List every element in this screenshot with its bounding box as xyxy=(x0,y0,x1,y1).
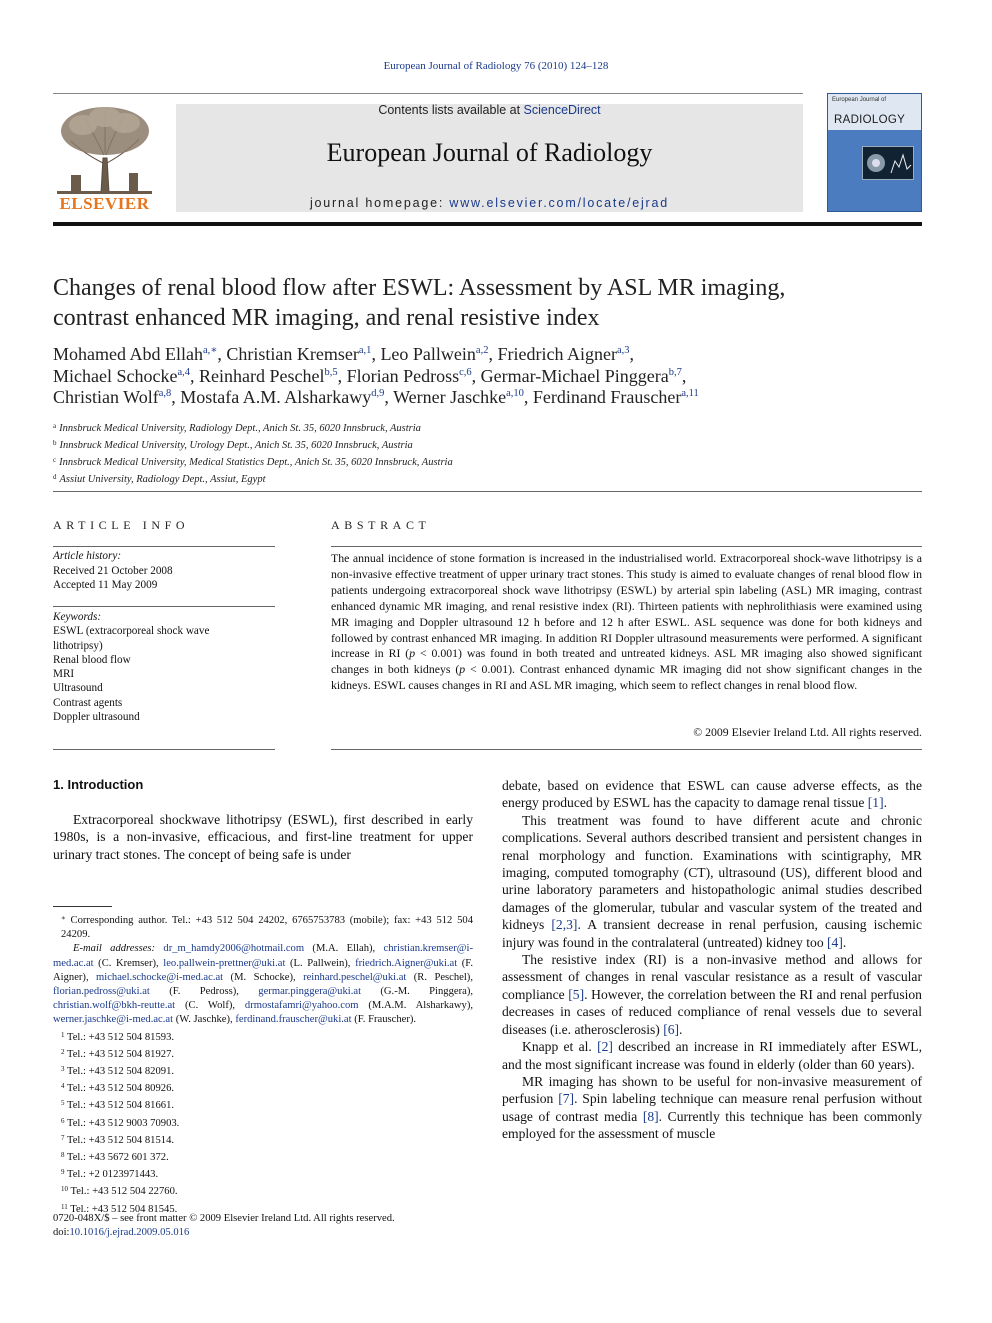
author-line-2 xyxy=(53,366,922,388)
email-owner: (W. Jaschke), xyxy=(173,1014,233,1026)
footnote-number: 7 xyxy=(61,1133,65,1142)
text-run: . A transient decrease in renal perfusion, causing ischemic injury was found in the contralateral (untreated) kidney too xyxy=(502,917,922,950)
email-link[interactable]: friedrich.Aigner@uki.at xyxy=(355,957,458,969)
footnote-number: 1 xyxy=(61,1030,65,1039)
email-owner: (C. Wolf), xyxy=(175,1000,236,1012)
author-affil-mark[interactable]: a,∗ xyxy=(202,345,218,356)
text-run: MR imaging has shown to be useful for non-invasive measurement of perfusion xyxy=(502,1073,922,1107)
article-info-rule xyxy=(53,606,275,607)
cover-title: RADIOLOGY xyxy=(834,114,906,126)
email-list xyxy=(53,943,473,1025)
keyword: Doppler ultrasound xyxy=(53,711,140,724)
author-affil-mark[interactable]: a,1 xyxy=(358,345,372,356)
abstract-copyright: © 2009 Elsevier Ireland Ltd. All rights reserved. xyxy=(693,725,922,739)
phone-text: Tel.: +43 512 504 80926. xyxy=(66,1083,175,1095)
abstract-rule xyxy=(331,749,922,750)
text-run: Knapp et al. xyxy=(522,1039,598,1055)
affiliation-text: Assiut University, Radiology Dept., Assiut, Egypt xyxy=(59,474,266,485)
phone-text: Tel.: +43 512 504 81593. xyxy=(66,1031,175,1043)
affiliation-text: Innsbruck Medical University, Medical Statistics Dept., Anich St. 35, 6020 Innsbruck, Austria xyxy=(59,457,453,468)
affiliation-mark: c xyxy=(53,456,57,464)
email-owner: (F. Pedross), xyxy=(149,986,239,998)
sciencedirect-link[interactable]: ScienceDirect xyxy=(523,103,601,117)
abstract-p-symbol: p xyxy=(459,662,466,677)
text-run: . xyxy=(842,934,847,950)
email-link[interactable]: ferdinand.frauscher@uki.at xyxy=(235,1014,352,1026)
abstract-heading: ABSTRACT xyxy=(331,518,431,532)
phone-text: Tel.: +43 512 504 81545. xyxy=(70,1203,178,1215)
citation-link[interactable]: [2,3] xyxy=(551,917,578,933)
author-name: Michael Schocke xyxy=(53,365,178,386)
email-link[interactable]: dr_m_hamdy2006@hotmail.com xyxy=(163,943,305,955)
author-name: Christian Wolf xyxy=(53,387,159,407)
author-name: Ferdinand Frauscher xyxy=(532,387,682,407)
footnote-rule xyxy=(53,906,112,907)
header-thick-rule xyxy=(53,222,922,226)
phone-footnote xyxy=(53,1096,473,1113)
author-sep: , xyxy=(384,387,394,407)
author-affil-mark[interactable]: c,6 xyxy=(459,366,472,378)
affiliation-mark: a xyxy=(53,422,57,430)
author-list xyxy=(53,344,922,409)
author-sep: , xyxy=(681,365,687,386)
issn-line: 0720-048X/$ – see front matter © 2009 Elsevier Ireland Ltd. All rights reserved. xyxy=(53,1213,395,1224)
intro-paragraph xyxy=(502,1038,922,1073)
author-affil-mark[interactable]: b,5 xyxy=(324,366,338,378)
article-info-rule xyxy=(53,749,275,750)
footnote-number: 3 xyxy=(61,1065,65,1074)
affiliation xyxy=(53,436,922,453)
footnote-number: 6 xyxy=(61,1116,65,1125)
author-name: Mohamed Abd Ellah xyxy=(53,344,203,364)
phone-footnote xyxy=(53,1045,473,1062)
keyword: ESWL (extracorporeal shock wave xyxy=(53,625,210,638)
email-owner: (R. Peschel), xyxy=(406,971,473,983)
keyword: Ultrasound xyxy=(53,682,103,695)
intro-paragraph-1: Extracorporeal shockwave lithotripsy (ESWL), first described in early 1980s, is a non-invasive, efficacious, and first-line treatment for upper urinary tract stones. The concept of being safe is under xyxy=(53,812,473,862)
author-sep: , xyxy=(190,365,199,386)
asterisk-mark: ∗ xyxy=(61,914,66,922)
affiliation-text: Innsbruck Medical University, Urology Dept., Anich St. 35, 6020 Innsbruck, Austria xyxy=(59,440,413,451)
phone-footnote xyxy=(53,1114,473,1131)
phone-text: Tel.: +2 0123971443. xyxy=(66,1169,159,1181)
doi-line xyxy=(53,1226,395,1240)
article-history xyxy=(53,549,275,593)
homepage-prefix: journal homepage: xyxy=(309,196,450,210)
elsevier-wordmark: ELSEVIER xyxy=(59,194,150,213)
email-link[interactable]: christian.kremser@i-med.ac.at xyxy=(53,943,473,969)
text-run: described an increase in RI immediately after ESWL, and the most significant increase was found in elderly (older than 60 years). xyxy=(502,1039,922,1072)
text-run: . However, the correlation between the RI and renal perfusion decreases in cases of reduced compliance of renal vessels due to several diseases (i.e. atherosclerosis) xyxy=(502,986,922,1037)
keywords xyxy=(53,610,275,724)
citation-link[interactable]: [5] xyxy=(568,986,585,1002)
abstract-part: < 0.001) was found in both treated and untreated kidneys. ASL MR imaging also showed significant changes in both kidneys ( xyxy=(331,646,923,677)
author-line-3 xyxy=(53,387,922,409)
abstract-part: The annual incidence of stone formation is increased in the industrialised world. Extracorporeal shock-wave lithotripsy is a non-invasive effective treatment of upper urinary tract stones. This study is aimed to evaluate changes of renal blood flow in patients undergoing extracorporeal shock wave lithotripsy (ESWL) by arterial spin labeling (ASL) MR imaging, contrast enhanced dynamic MR imaging, and renal resistive index (RI). Thirteen patients with nephrolithiasis were examined using MR imaging and Doppler ultrasound 12 h before and 12 h after ESWL. ASL sequence was done for both kidneys and followed by contrast enhanced MR imaging. In addition RI Doppler ultrasound measurements were performed. A significant increase in RI ( xyxy=(331,551,922,661)
author-affil-mark[interactable]: a,10 xyxy=(506,388,524,399)
keyword: MRI xyxy=(53,668,75,681)
phone-text: Tel.: +43 5672 601 372. xyxy=(66,1152,169,1164)
phone-footnote xyxy=(53,1131,473,1148)
contents-line xyxy=(176,103,803,117)
phone-footnote xyxy=(53,1148,473,1165)
text-run: . xyxy=(679,1021,683,1037)
footnote-number: 5 xyxy=(61,1099,65,1108)
corresponding-author-note xyxy=(53,911,473,942)
text-run: The resistive index (RI) is a non-invasive method and allows for assessment of changes in renal vascular resistance as a result of vascular compliance xyxy=(502,952,922,1002)
citation-link[interactable]: [8] xyxy=(642,1108,659,1124)
title-line-2: contrast enhanced MR imaging, and renal resistive index xyxy=(53,305,600,331)
text-run: This treatment was found to have different acute and chronic complications. Several authors described transient and persistent changes in renal morphology and function. Examinations with scintigraphy, MR imaging, computed tomography (CT), ultrasound (US), different blood and urine laboratory parameters and histopathologic animal studies described damages of the glomerular, tubular and vascular system of the treated and kidneys xyxy=(502,812,922,933)
footnote-number: 8 xyxy=(61,1151,65,1160)
citation-link[interactable]: [2] xyxy=(597,1039,613,1055)
author-name: Mostafa A.M. Alsharkawy xyxy=(180,387,372,407)
author-name: Christian Kremser xyxy=(226,344,359,364)
affiliation xyxy=(53,470,922,487)
author-name: Germar-Michael Pinggera xyxy=(480,365,669,386)
email-owner: (L. Pallwein), xyxy=(285,957,351,969)
affiliation-rule xyxy=(53,491,922,492)
doi-prefix: doi: xyxy=(53,1227,70,1239)
footnote-number: 9 xyxy=(61,1168,65,1177)
citation-link[interactable]: [7] xyxy=(558,1091,575,1107)
accepted-date: Accepted 11 May 2009 xyxy=(53,579,158,592)
author-name: Florian Pedross xyxy=(346,365,460,386)
received-date: Received 21 October 2008 xyxy=(53,564,173,577)
abstract-text xyxy=(331,551,922,694)
phone-footnote xyxy=(53,1165,473,1182)
email-owner: (M. Schocke), xyxy=(223,971,296,983)
email-owner: (C. Kremser), xyxy=(93,957,159,969)
email-link[interactable]: reinhard.peschel@uki.at xyxy=(303,971,407,983)
author-affil-mark[interactable]: a,3 xyxy=(616,345,630,356)
intro-paragraph xyxy=(502,951,922,1038)
email-owner: (M.A. Ellah), xyxy=(304,943,376,955)
author-affil-mark[interactable]: d,9 xyxy=(371,388,385,399)
phone-footnotes xyxy=(53,1028,473,1217)
text-run: debate, based on evidence that ESWL can cause adverse effects, as the energy produced by ESWL has the capacity to damage renal tissue xyxy=(502,778,922,811)
doi-link[interactable]: 10.1016/j.ejrad.2009.05.016 xyxy=(69,1227,190,1239)
email-link[interactable]: florian.pedross@uki.at xyxy=(53,986,150,998)
citation-link[interactable]: [4] xyxy=(827,934,843,950)
abstract-p-symbol: p xyxy=(409,646,416,661)
affiliation-text: Innsbruck Medical University, Radiology Dept., Anich St. 35, 6020 Innsbruck, Austria xyxy=(59,423,421,434)
author-affil-mark[interactable]: a,2 xyxy=(475,345,489,356)
phone-text: Tel.: +43 512 504 22760. xyxy=(70,1186,178,1198)
author-sep: , xyxy=(337,365,347,386)
cover-small-title: European Journal of xyxy=(832,97,887,103)
introduction-heading: 1. Introduction xyxy=(53,777,144,792)
intro-paragraph xyxy=(502,812,922,951)
phone-footnote xyxy=(53,1062,473,1079)
affiliation-mark: b xyxy=(53,439,57,447)
email-owner: (M.A.M. Alsharkawy), xyxy=(358,1000,473,1012)
phone-footnote xyxy=(53,1079,473,1096)
phone-text: Tel.: +43 512 9003 70903. xyxy=(66,1117,180,1129)
author-sep: , xyxy=(371,344,381,364)
author-name: Leo Pallwein xyxy=(380,344,476,364)
email-link[interactable]: drmostafamri@yahoo.com xyxy=(244,1000,359,1012)
abstract-rule xyxy=(331,546,922,547)
front-matter-info xyxy=(53,1212,395,1240)
phone-footnote xyxy=(53,1182,473,1199)
footnote-number: 10 xyxy=(61,1185,68,1194)
author-sep: , xyxy=(471,365,481,386)
keyword: lithotripsy) xyxy=(53,639,103,652)
citation-link[interactable]: [1] xyxy=(867,795,884,811)
footnotes xyxy=(53,911,473,1217)
affiliation xyxy=(53,453,922,470)
author-name: Friedrich Aigner xyxy=(497,344,617,364)
contents-prefix: Contents lists available at xyxy=(378,103,524,117)
journal-cover-thumbnail[interactable] xyxy=(827,93,922,212)
affiliation-mark: d xyxy=(53,473,57,481)
cover-image xyxy=(862,146,914,180)
intro-paragraph xyxy=(502,1073,922,1143)
journal-title: European Journal of Radiology xyxy=(326,138,653,167)
author-sep: , xyxy=(171,387,181,407)
author-sep: , xyxy=(523,387,533,407)
keywords-label: Keywords: xyxy=(53,611,102,623)
intro-paragraph xyxy=(502,777,922,812)
email-link[interactable]: werner.jaschke@i-med.ac.at xyxy=(53,1014,174,1026)
author-affil-mark[interactable]: a,11 xyxy=(681,388,699,399)
history-label: Article history: xyxy=(53,550,122,562)
author-sep: , xyxy=(217,344,227,364)
email-link[interactable]: christian.wolf@bkh-reutte.at xyxy=(53,1000,176,1012)
phone-text: Tel.: +43 512 504 82091. xyxy=(66,1066,175,1078)
text-run: . Spin labeling technique can measure renal perfusion without usage of contrast media xyxy=(502,1091,922,1124)
journal-reference[interactable]: European Journal of Radiology 76 (2010) 124–128 xyxy=(383,60,609,72)
email-link[interactable]: michael.schocke@i-med.ac.at xyxy=(96,971,224,983)
email-owner: (F. Aigner), xyxy=(53,957,473,983)
keyword: Renal blood flow xyxy=(53,653,131,666)
paper-title xyxy=(53,273,922,333)
email-label: E-mail addresses: xyxy=(73,943,156,955)
article-info-rule xyxy=(53,546,275,547)
header-rule xyxy=(53,93,803,94)
affiliation xyxy=(53,419,922,436)
email-link[interactable]: germar.pinggera@uki.at xyxy=(258,986,362,998)
homepage-line xyxy=(176,196,803,210)
article-info-heading: ARTICLE INFO xyxy=(53,518,190,532)
author-name: Werner Jaschke xyxy=(393,387,507,407)
phone-text: Tel.: +43 512 504 81927. xyxy=(66,1048,175,1060)
email-owner: (F. Frauscher). xyxy=(351,1014,417,1026)
abstract-part: < 0.001). Contrast enhanced dynamic MR imaging did not show significant changes in the kidneys. ESWL causes changes in RI and ASL MR imaging, which seem to reflect changes in renal blood flow. xyxy=(331,662,922,693)
right-column-text xyxy=(502,777,922,1143)
affiliations xyxy=(53,419,922,487)
homepage-link[interactable]: www.elsevier.com/locate/ejrad xyxy=(449,196,670,210)
author-sep: , xyxy=(488,344,498,364)
text-run: . Currently this technique has been commonly employed for the assessment of muscle xyxy=(502,1108,922,1142)
email-owner: (G.-M. Pinggera), xyxy=(361,986,473,998)
phone-text: Tel.: +43 512 504 81661. xyxy=(66,1100,175,1112)
author-affil-mark[interactable]: a,4 xyxy=(177,366,190,378)
author-affil-mark[interactable]: b,7 xyxy=(668,366,682,378)
title-line-1: Changes of renal blood flow after ESWL: Assessment by ASL MR imaging, xyxy=(53,275,786,301)
citation-link[interactable]: [6] xyxy=(663,1021,680,1037)
phone-footnote xyxy=(53,1028,473,1045)
footnote-number: 4 xyxy=(61,1082,65,1091)
email-link[interactable]: leo.pallwein-prettner@uki.at xyxy=(163,957,286,969)
footnote-number: 11 xyxy=(61,1202,68,1211)
author-affil-mark[interactable]: a,8 xyxy=(158,388,172,399)
author-line-1 xyxy=(53,344,922,366)
footnote-number: 2 xyxy=(61,1047,65,1056)
keyword: Contrast agents xyxy=(53,696,123,709)
author-name: Reinhard Peschel xyxy=(199,365,325,386)
text-run: . xyxy=(883,795,888,811)
email-addresses xyxy=(53,942,473,1027)
corresponding-text: Corresponding author. Tel.: +43 512 504 24202, 6765753783 (mobile); fax: +43 512 504 24209. xyxy=(61,915,473,941)
phone-text: Tel.: +43 512 504 81514. xyxy=(66,1134,175,1146)
author-sep: , xyxy=(629,344,634,364)
